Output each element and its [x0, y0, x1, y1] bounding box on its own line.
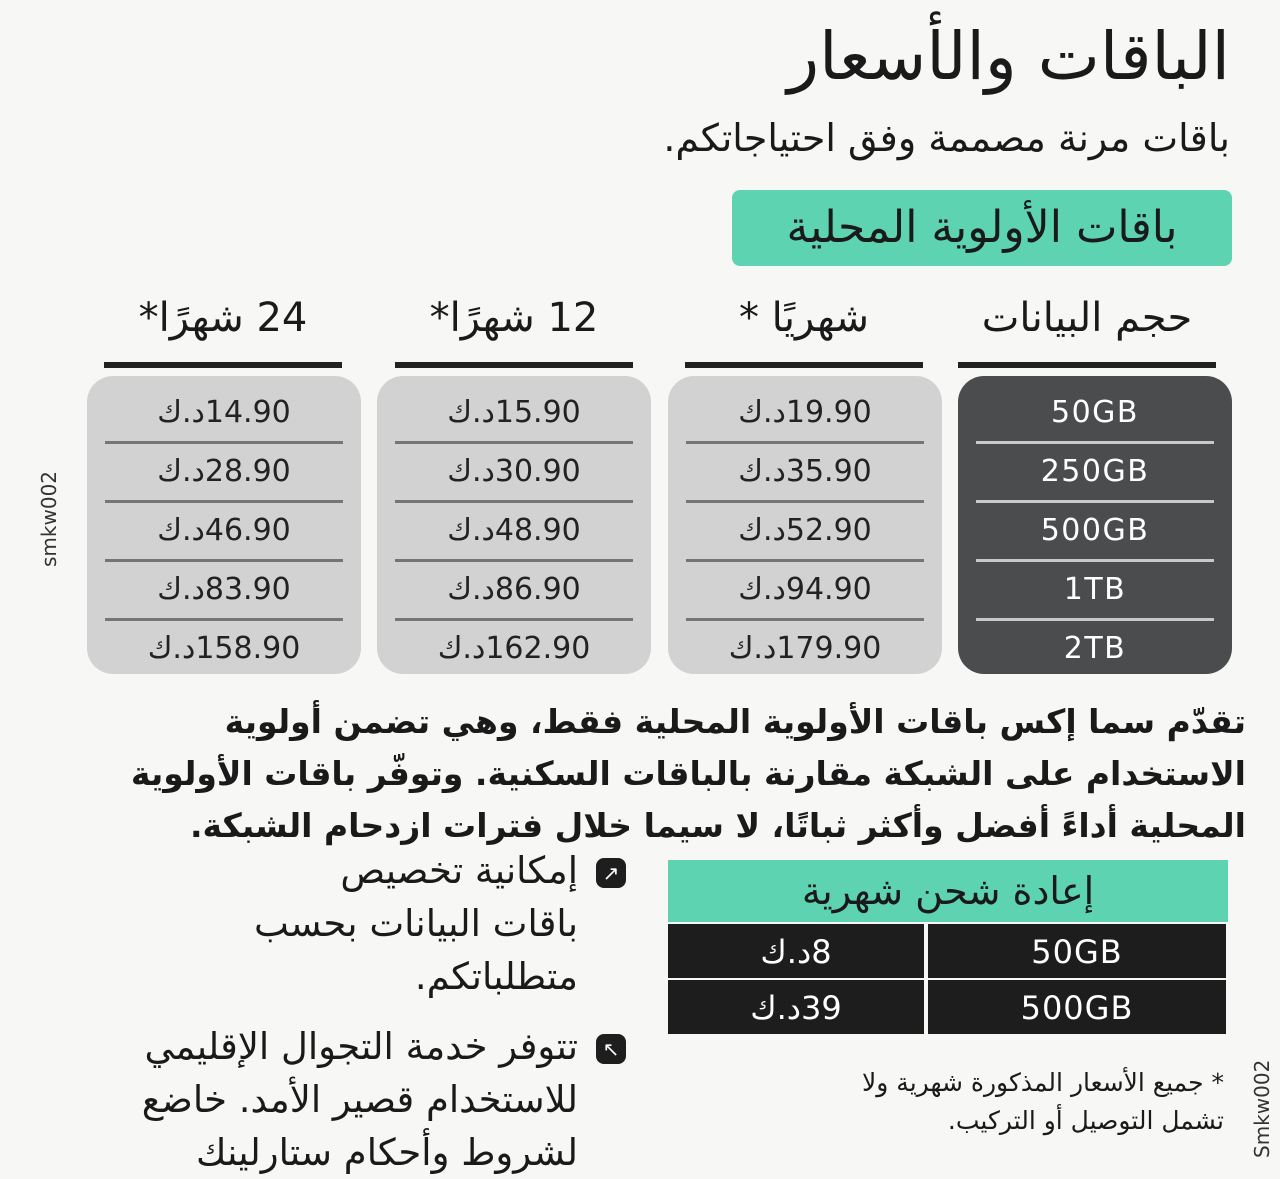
arrow-up-right-icon: ↗	[596, 858, 626, 888]
price-cell: 14.90د.ك	[105, 382, 343, 444]
price-cell: 30.90د.ك	[395, 441, 633, 503]
page-title: الباقات والأسعار	[787, 18, 1230, 95]
price-cell: 28.90د.ك	[105, 441, 343, 503]
price-cell: 52.90د.ك	[686, 500, 924, 562]
twenty-four-month-price-column	[87, 376, 361, 674]
data-size-cell: 50GB	[976, 382, 1214, 444]
data-size-column	[958, 376, 1232, 674]
recharge-price-cell: 8د.ك	[668, 924, 924, 978]
bullet-item: تتوفر خدمة التجوال الإقليمي للاستخدام قصير الأمد. خاضع لشروط وأحكام ستارلينك	[141, 1025, 578, 1174]
price-cell: 162.90د.ك	[437, 631, 591, 666]
side-code-right: Smkw002	[1250, 1059, 1274, 1158]
monthly-price-column	[668, 376, 942, 674]
recharge-price-cell: 39د.ك	[668, 980, 924, 1034]
price-cell: 46.90د.ك	[105, 500, 343, 562]
price-cell: 158.90د.ك	[147, 631, 301, 666]
bullet-item: إمكانية تخصيص باقات البيانات بحسب متطلباتكم.	[254, 849, 578, 998]
data-size-cell: 250GB	[976, 441, 1214, 503]
recharge-size-cell: 500GB	[928, 980, 1226, 1034]
description-paragraph: تقدّم سما إكس باقات الأولوية المحلية فقط، وهي تضمن أولوية الاستخدام على الشبكة مقارنة بالباقات السكنية. وتوفّر باقات الأولوية المحلية أداءً أفضل وأكثر ثباتًا، لا سيما خلال فترات ازدحام الشبكة.	[130, 702, 1246, 845]
data-size-cell: 2TB	[1063, 631, 1127, 666]
arrow-up-left-icon: ↖	[596, 1034, 626, 1064]
price-cell: 15.90د.ك	[395, 382, 633, 444]
column-header-12-months: 12 شهرًا*	[395, 278, 633, 368]
page-subtitle: باقات مرنة مصممة وفق احتياجاتكم.	[663, 116, 1230, 160]
data-size-cell: 1TB	[976, 559, 1214, 621]
section-label: باقات الأولوية المحلية	[732, 190, 1232, 266]
recharge-size-cell: 50GB	[928, 924, 1226, 978]
price-cell: 48.90د.ك	[395, 500, 633, 562]
recharge-title: إعادة شحن شهرية	[668, 860, 1228, 922]
data-size-cell: 500GB	[976, 500, 1214, 562]
price-cell: 86.90د.ك	[395, 559, 633, 621]
price-cell: 94.90د.ك	[686, 559, 924, 621]
side-code-left: smkw002	[37, 470, 61, 567]
price-cell: 19.90د.ك	[686, 382, 924, 444]
column-header-24-months: 24 شهرًا*	[104, 278, 342, 368]
footnote: * جميع الأسعار المذكورة شهرية ولا تشمل التوصيل أو التركيب.	[862, 1068, 1224, 1135]
price-cell: 83.90د.ك	[105, 559, 343, 621]
price-cell: 179.90د.ك	[728, 631, 882, 666]
column-header-data-size: حجم البيانات	[958, 278, 1216, 368]
twelve-month-price-column	[377, 376, 651, 674]
price-cell: 35.90د.ك	[686, 441, 924, 503]
column-header-monthly: شهريًا *	[685, 278, 923, 368]
